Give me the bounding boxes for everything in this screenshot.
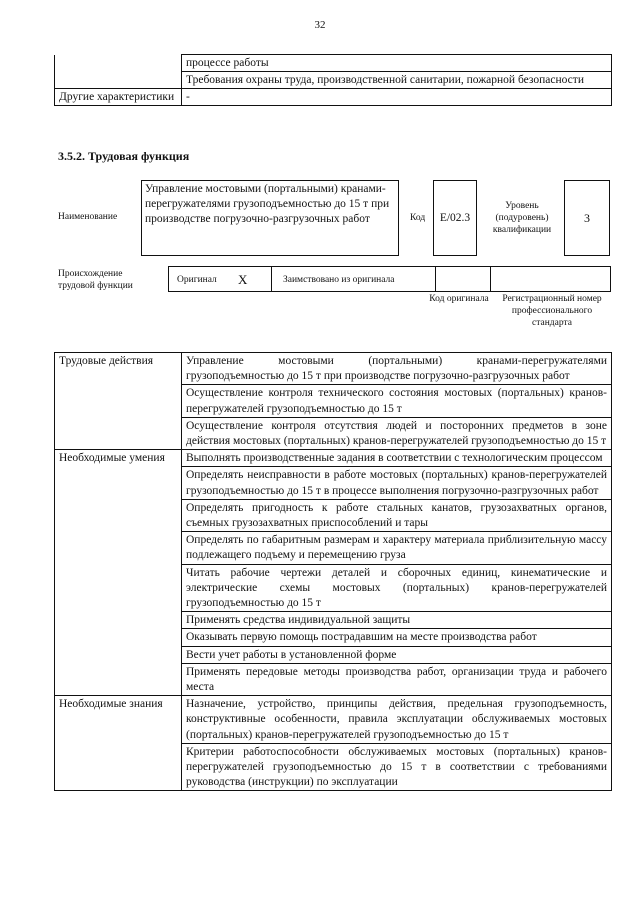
table-item: Управление мостовыми (портальными) кранами-перегружателями грузоподъемностью до 15 т при производстве погрузочно-разгрузочных работ (182, 353, 612, 385)
table-item: Оказывать первую помощь пострадавшим на месте производства работ (182, 629, 612, 646)
divider (435, 267, 436, 291)
table-item: Определять неисправности в работе мостовых (портальных) кранов-перегружателей грузоподъемностью до 15 т в процессе выполнения погрузочно-разгрузочных работ (182, 467, 612, 499)
origin-label: Происхождение трудовой функции (58, 269, 133, 291)
table-row (55, 450, 612, 467)
table-item: Применять средства индивидуальной защиты (182, 612, 612, 629)
table-row (55, 55, 612, 72)
name-label: Наименование (58, 212, 118, 222)
labor-function-table (54, 352, 612, 791)
original-label: Оригинал (177, 275, 217, 285)
divider (490, 267, 491, 291)
table-item: Осуществление контроля отсутствия людей и посторонних предметов в зоне действия мостовых (портальных) кранов-перегружателей грузоподъемностью до 15 т (182, 417, 612, 449)
table-cell-label: Другие характеристики (55, 89, 182, 106)
table-row (55, 353, 612, 385)
table-cell-value: процессе работы (182, 55, 612, 72)
table-group-label: Трудовые действия (55, 353, 182, 450)
table-cell-value: Требования охраны труда, производственной санитарии, пожарной безопасности (182, 72, 612, 89)
table-group-label: Необходимые знания (55, 696, 182, 791)
code-value-box: E/02.3 (433, 180, 477, 256)
table-item: Осуществление контроля технического состояния мостовых (портальных) кранов-перегружателей грузоподъемностью до 15 т (182, 385, 612, 417)
table-cell-label (55, 55, 182, 89)
original-mark: X (238, 272, 248, 287)
table-group-label: Необходимые умения (55, 450, 182, 696)
code-label: Код (410, 213, 426, 223)
table-item: Вести учет работы в установленной форме (182, 646, 612, 663)
reg-number-caption: Регистрационный номер профессионального стандарта (502, 294, 602, 328)
function-name-box: Управление мостовыми (портальными) кранами-перегружателями грузоподъемностью до 15 т при производстве погрузочно-разгрузочных работ (141, 180, 399, 256)
table-item: Определять пригодность к работе стальных канатов, грузозахватных органов, съемных грузозахватных приспособлений и тары (182, 499, 612, 531)
code-original-caption: Код оригинала (429, 294, 489, 304)
table-item: Назначение, устройство, принципы действия, предельная грузоподъемность, конструктивные особенности, правила эксплуатации обслуживаемых мостовых (портальных) кранов-перегружателей грузоподъемностью до 15 т (182, 696, 612, 744)
section-heading: 3.5.2. Трудовая функция (58, 149, 190, 163)
table-item: Определять по габаритным размерам и характеру материала приблизительную массу подлежащего подъему и перемещению груза (182, 532, 612, 564)
level-label: Уровень (подуровень) квалификации (492, 201, 552, 235)
continuation-table (54, 54, 612, 106)
level-value-box: 3 (564, 180, 610, 256)
table-row (55, 696, 612, 744)
table-item: Критерии работоспособности обслуживаемых мостовых (портальных) кранов-перегружателей грузоподъемностью до 15 т в соответствии с требованиями руководства (инструкции) по эксплуатации (182, 743, 612, 791)
divider (271, 267, 272, 291)
table-cell-value: - (182, 89, 612, 106)
table-item: Выполнять производственные задания в соответствии с технологическим процессом (182, 450, 612, 467)
page-number: 32 (314, 19, 326, 31)
borrowed-label: Заимствовано из оригинала (283, 275, 395, 285)
origin-row (168, 266, 611, 292)
table-row (55, 89, 612, 106)
table-item: Применять передовые методы производства работ, организации труда и рабочего места (182, 663, 612, 695)
table-item: Читать рабочие чертежи деталей и сборочных единиц, кинематические и электрические схемы мостовых (портальных) кранов-перегружателей грузоподъемностью до 15 т (182, 564, 612, 612)
